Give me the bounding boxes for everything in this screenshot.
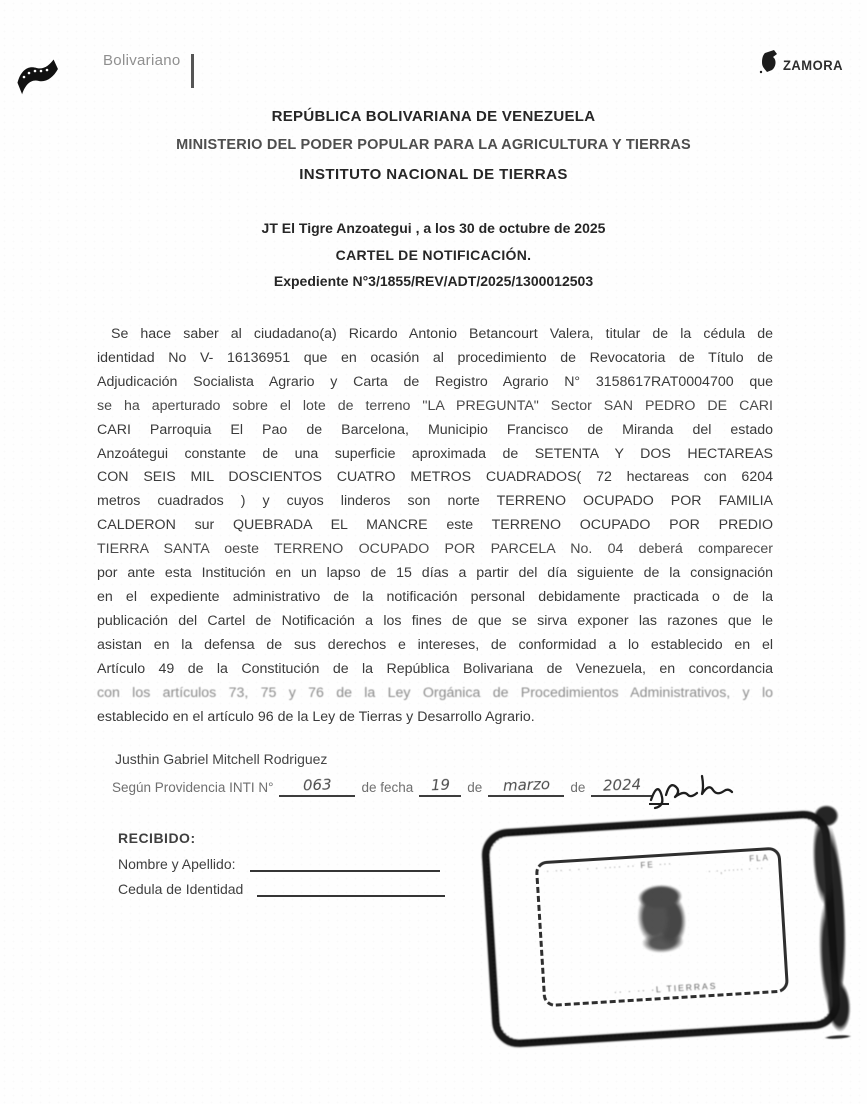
venezuela-flag-icon	[14, 58, 60, 115]
stamp-inner-border	[535, 847, 789, 1008]
body-line: CON SEIS MIL DOSCIENTOS CUATRO METROS CUADRADOS( 72 hectareas con 6204	[97, 469, 773, 486]
recibido-nombre-row	[118, 856, 445, 872]
de-label: de	[467, 780, 483, 795]
brand-zamora-label: ZAMORA	[782, 57, 843, 74]
brand-divider-bar	[191, 54, 194, 88]
stamp-top-right-fragment: FLA	[748, 853, 771, 864]
body-line: metros cuadrados ) y cuyos linderos son norte TERRENO OCUPADO POR FAMILIA	[97, 493, 773, 510]
fecha-year-handwritten: 2024	[602, 775, 642, 795]
signer-name: Justhin Gabriel Mitchell Rodriguez	[115, 751, 328, 767]
dateline: JT El Tigre Anzoategui , a los 30 de octubre de 2025	[261, 220, 606, 236]
providencia-prefix-label: Según Providencia INTI N°	[112, 780, 274, 795]
brand-zamora	[759, 50, 843, 81]
fecha-month-blank	[488, 776, 564, 797]
zamora-figure-icon	[759, 50, 781, 81]
body-line: Se hace saber al ciudadano(a) Ricardo Antonio Betancourt Valera, titular de la cédula de	[111, 326, 773, 342]
de-fecha-label: de fecha	[361, 780, 414, 795]
brand-bolivariano-label: Bolivariano	[103, 52, 181, 69]
expediente-number: Expediente N°3/1855/REV/ADT/2025/1300012503	[273, 273, 594, 289]
providencia-number-handwritten: 063	[302, 775, 333, 795]
official-ink-stamp	[481, 810, 842, 1049]
body-line: en el expediente administrativo de la notificación personal debidamente practicada o de la	[97, 588, 773, 605]
providencia-line	[112, 776, 659, 797]
recibido-heading: RECIBIDO:	[118, 830, 196, 846]
stamp-bottom-fragment: ·· · ·· ·L TIERRAS	[613, 980, 718, 997]
body-line: Adjudicación Socialista Agrario y Carta de Registro Agrario N° 3158617RAT0004700 que	[97, 373, 773, 390]
header-republic-line: REPÚBLICA BOLIVARIANA DE VENEZUELA	[271, 108, 596, 125]
body-line: con los artículos 73, 75 y 76 de la Ley Orgánica de Procedimientos Administrativos, y lo	[97, 684, 773, 701]
document-title: CARTEL DE NOTIFICACIÓN.	[335, 247, 532, 263]
fecha-day-handwritten: 19	[430, 775, 451, 795]
header-institute-line: INSTITUTO NACIONAL DE TIERRAS	[299, 166, 568, 183]
notification-body	[97, 323, 773, 729]
body-line: se ha aperturado sobre el lote de terreno "LA PREGUNTA" Sector SAN PEDRO DE CARI	[97, 397, 773, 414]
body-line: TIERRA SANTA oeste TERRENO OCUPADO POR PARCELA No. 04 deberá comparecer	[97, 541, 773, 558]
nombre-apellido-label: Nombre y Apellido:	[118, 856, 236, 872]
recibido-block	[118, 830, 445, 906]
cedula-identidad-label: Cedula de Identidad	[118, 881, 244, 897]
recibido-cedula-row	[118, 881, 445, 897]
fecha-month-handwritten: marzo	[502, 775, 551, 795]
body-line: Artículo 49 de la Constitución de la República Bolivariana de Venezuela, en concordancia	[97, 660, 773, 677]
de-label: de	[570, 780, 586, 795]
body-line: CARI Parroquia El Pao de Barcelona, Municipio Francisco de Miranda del estado	[97, 421, 773, 438]
stamp-top-left-fragment: · ·· · · · · ···· ·· FE ···	[545, 859, 674, 876]
body-line: publicación del Cartel de Notificación a los fines de que se sirva exponer las razones que le	[97, 612, 773, 629]
body-line: establecido en el artículo 96 de la Ley de Tierras y Desarrollo Agrario.	[97, 708, 535, 725]
brand-bolivariano	[103, 52, 194, 88]
stamp-mid-fragment: · ·,····· · ··	[707, 863, 765, 877]
body-line: identidad No V- 16136951 que en ocasión al procedimiento de Revocatoria de Título de	[97, 349, 773, 366]
nombre-apellido-blank-line	[250, 856, 440, 872]
body-line: asistan en la defensa de sus derechos e intereses, de conformidad a lo establecido en el	[97, 636, 773, 653]
header-ministry-line: MINISTERIO DEL PODER POPULAR PARA LA AGRICULTURA Y TIERRAS	[176, 137, 691, 153]
providencia-number-blank	[279, 776, 355, 797]
cedula-identidad-blank-line	[257, 881, 445, 897]
stamp-coat-of-arms-emblem	[628, 878, 695, 960]
fecha-day-blank	[419, 776, 461, 797]
body-line: por ante esta Institución en un lapso de 15 días a partir del día siguiente de la consignación	[97, 565, 773, 582]
body-line: CALDERON sur QUEBRADA EL MANCRE este TERRENO OCUPADO POR PREDIO	[97, 517, 773, 534]
body-line: Anzoátegui constante de una superficie aproximada de SETENTA Y DOS HECTAREAS	[97, 445, 773, 462]
